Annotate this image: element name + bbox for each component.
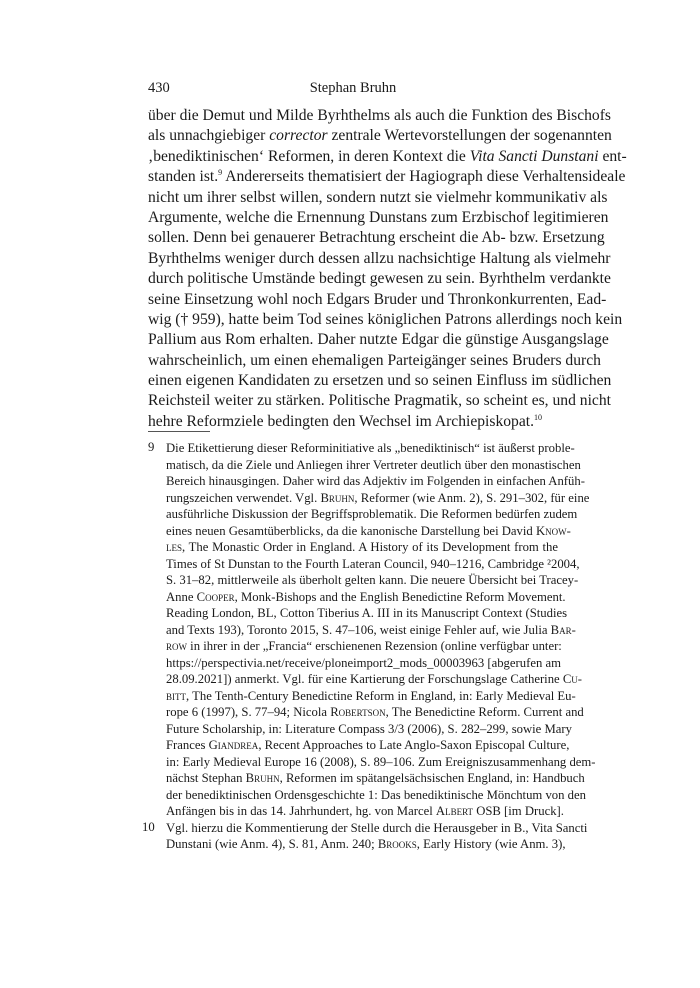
text-segment: , Monk-Bishops and the English Benedictine Reform Movement.: [234, 589, 566, 604]
author-name: Cu-: [562, 672, 583, 686]
text-segment: 28.09.2021]) anmerkt. Vgl. für eine Kartierung der Forschungslage Catherine: [166, 672, 563, 686]
text-segment: hehre Reformziele bedingten den Wechsel im Archiepiskopat.: [148, 412, 535, 430]
text-segment: ‚benediktinischen‘ Reformen, in deren Kontext die: [148, 147, 470, 165]
text-segment: nächst Stephan: [166, 771, 246, 785]
text-segment: ent-: [598, 147, 627, 165]
text-segment: and Texts 193), Toronto 2015, S. 47–106, weist einige Fehler auf, wie Julia: [166, 622, 551, 637]
body-line: [148, 412, 558, 432]
text-segment: zentrale Wertevorstellungen der sogenannten: [327, 127, 612, 145]
footnote-line: [148, 638, 562, 655]
text-segment: Dunstani (wie Anm. 4), S. 81, Anm. 240;: [166, 837, 378, 851]
body-line: durch politische Umstände bedingt gewesen zu sein. Byrhthelm verdankte: [148, 270, 611, 288]
footnote-line: [148, 490, 590, 507]
footnote-line: [148, 803, 564, 820]
footnote-line: in: Early Medieval Europe 16 (2008), S. 89–106. Zum Ereigniszusammenhang dem-: [166, 754, 596, 769]
footnote-line: Vgl. hierzu die Kommentierung der Stelle durch die Herausgeber in B., Vita Sancti: [166, 820, 588, 835]
footnote-divider: [148, 431, 210, 432]
body-line: [148, 167, 626, 187]
text-segment: , Reformer (wie Anm. 2), S. 291–302, für eine: [354, 490, 590, 505]
footnote-line: [148, 671, 583, 688]
author-name: Bruhn: [245, 771, 280, 785]
author-name: Brooks: [377, 837, 417, 851]
text-segment: rungszeichen verwendet. Vgl.: [166, 490, 321, 505]
body-line: Byrhthelms weniger durch dessen allzu nachsichtige Haltung als vielmehr: [148, 249, 611, 267]
footnote-line: [148, 688, 576, 705]
text-segment: standen ist.: [148, 168, 219, 186]
body-line: seine Einsetzung wohl noch Edgars Bruder und Thronkonkurrenten, Ead-: [148, 290, 607, 308]
author-name: Bruhn: [320, 490, 355, 505]
text-segment: in ihrer in der „Francia“ erschienenen Rezension (online verfügbar unter:: [187, 639, 562, 653]
body-line: [148, 147, 627, 167]
footnote-line: Times of St Dunstan to the Fourth Lateran Council, 940–1216, Cambridge ²2004,: [166, 556, 580, 571]
body-paragraph: [148, 106, 627, 432]
footnote-10: [142, 819, 588, 853]
body-line: Pallium aus Rom erhalten. Daher nutzte Edgar die günstige Ausgangslage: [148, 331, 609, 349]
text-segment: als unnachgiebiger: [148, 127, 270, 145]
footnote-number: 10: [142, 819, 155, 834]
footnote-line: [148, 539, 558, 556]
text-segment: eines neuen Gesamtüberblicks, da die kanonische Darstellung bei David: [166, 523, 536, 538]
italic-title: Vita Sancti Dunstani: [469, 147, 599, 165]
footnote-url-line[interactable]: https://perspectivia.net/receive/ploneimport2_mods_00003963 [abgerufen am: [166, 655, 561, 670]
text-segment: Anne: [166, 589, 197, 604]
text-segment: , Early History (wie Anm. 3),: [416, 837, 566, 851]
page-number: 430: [148, 80, 170, 96]
text-segment: , The Tenth-Century Benedictine Reform in England, in: Early Medieval Eu-: [186, 688, 576, 703]
author-name: Robertson: [330, 705, 386, 719]
footnote-line: [148, 770, 585, 787]
author-name: Bar-: [550, 622, 576, 637]
body-line: sollen. Denn bei genauerer Betrachtung erscheint die Ab- bzw. Ersetzung: [148, 229, 605, 247]
text-segment: Frances: [166, 738, 209, 752]
author-name: Know-: [535, 523, 571, 538]
footnote-ref-10[interactable]: 10: [534, 412, 543, 422]
italic-term: corrector: [269, 127, 328, 145]
body-line: wig († 959), hatte beim Tod seines königlichen Patrons allerdings noch kein: [148, 310, 623, 328]
author-name: Albert: [435, 804, 474, 818]
footnote-line: [148, 589, 566, 606]
running-head: Stephan Bruhn: [309, 80, 397, 96]
text-segment: , Reformen im spätangelsächsischen England, in: Handbuch: [279, 771, 585, 785]
text-segment: , The Benedictine Reform. Current and: [385, 705, 584, 719]
footnote-line: Future Scholarship, in: Literature Compass 3/3 (2006), S. 282–299, sowie Mary: [166, 721, 572, 736]
body-line: über die Demut und Milde Byrhthelms als auch die Funktion des Bischofs: [148, 107, 611, 124]
footnote-line: Reading London, BL, Cotton Tiberius A. III in its Manuscript Context (Studies: [166, 606, 568, 620]
footnote-line: [148, 622, 576, 639]
text-segment: rope 6 (1997), S. 77–94; Nicola: [166, 705, 331, 719]
text-segment: OSB [im Druck].: [473, 804, 564, 818]
footnote-line: matisch, da die Ziele und Anliegen ihrer Vertreter deutlich über den monastischen: [166, 457, 581, 472]
footnote-9: [148, 440, 596, 820]
footnotes: [142, 440, 596, 853]
footnote-line: S. 31–82, mittlerweile als überholt gelten kann. Die neuere Übersicht bei Tracey-: [166, 573, 579, 587]
footnote-line: ausführliche Diskussion der Begriffsproblematik. Die Reformen bedürfen zudem: [166, 507, 578, 521]
footnote-line: [148, 836, 566, 853]
body-line: nicht um ihrer selbst willen, sondern nutzt sie vielmehr kommunikativ als: [148, 188, 608, 206]
page-header: [148, 80, 558, 100]
author-name: les: [166, 540, 183, 554]
author-name: bitt: [166, 688, 186, 703]
footnote-line: [148, 523, 571, 540]
body-line: [148, 126, 612, 146]
footnote-line: der benediktinischen Ordensgeschichte 1: Das benediktinische Mönchtum von den: [166, 787, 586, 802]
footnote-line: [148, 737, 570, 754]
body-line: Argumente, welche die Ernennung Dunstans zum Erzbischof legitimieren: [148, 208, 609, 226]
text-segment: , The Monastic Order in England. A History of its Development from the: [182, 540, 558, 554]
footnote-number: 9: [148, 440, 155, 454]
body-line: Reichsteil weiter zu stärken. Politische Pragmatik, so scheint es, und nicht: [148, 392, 611, 410]
author-name: Cooper: [196, 589, 235, 604]
text-segment: Anfängen bis in das 14. Jahrhundert, hg. von Marcel: [166, 804, 436, 818]
author-name: row: [166, 639, 187, 653]
author-name: Giandrea: [208, 738, 259, 752]
text-segment: Andererseits thematisiert der Hagiograph diese Verhaltensideale: [222, 168, 626, 186]
body-line: einen eigenen Kandidaten zu ersetzen und so seinen Einfluss im südlichen: [148, 372, 612, 390]
footnote-line: Bereich hinausgingen. Daher wird das Adjektiv im Folgenden in einfachen Anfüh-: [166, 474, 585, 488]
footnote-ref-9[interactable]: 9: [218, 168, 223, 178]
footnote-line: Die Etikettierung dieser Reforminitiative als „benediktinisch“ ist äußerst proble-: [166, 441, 575, 455]
footnote-line: [148, 704, 584, 721]
body-line: wahrscheinlich, um einen ehemaligen Parteigänger seines Bruders durch: [148, 351, 601, 369]
text-segment: , Recent Approaches to Late Anglo-Saxon Episcopal Culture,: [258, 738, 570, 752]
